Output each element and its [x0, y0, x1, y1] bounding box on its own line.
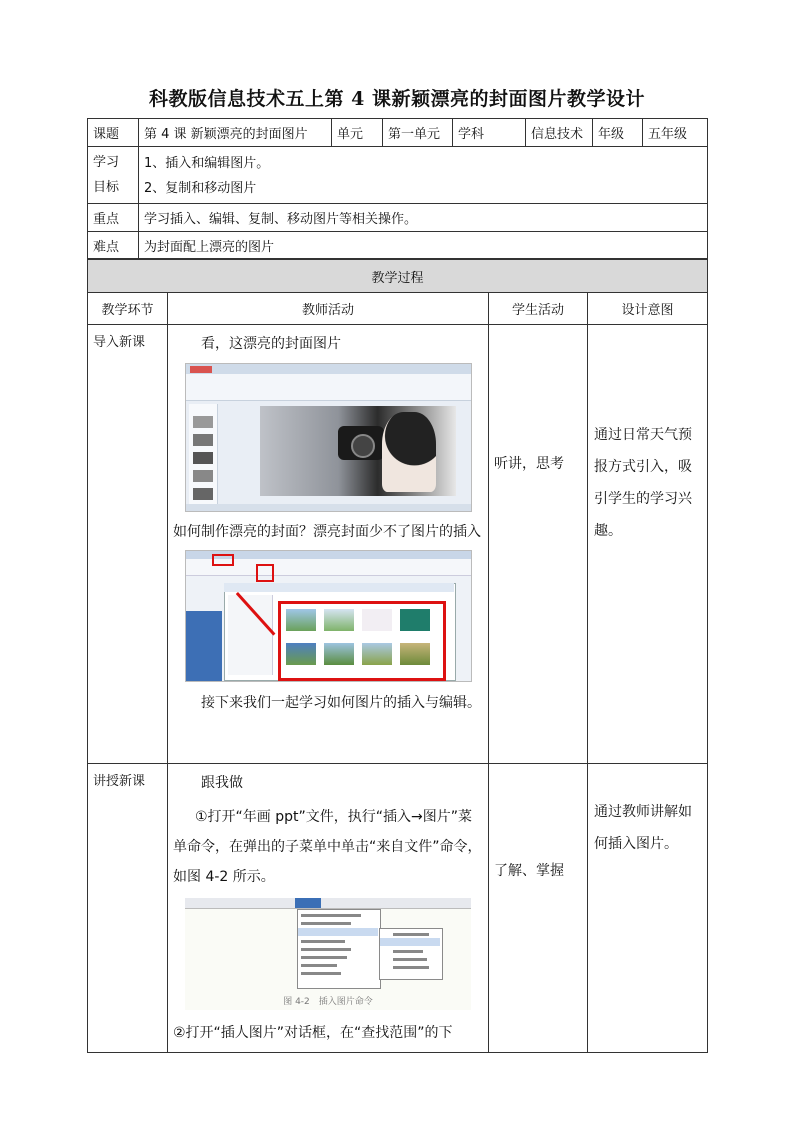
header-teacher: 教师活动 — [168, 293, 489, 325]
goals-cell — [139, 147, 708, 204]
teacher-activity-new-lesson — [168, 764, 489, 1053]
goals-label-line-2: 目标 — [93, 180, 120, 195]
design-intent-new-lesson: 通过教师讲解如何插入图片。 — [588, 764, 708, 1053]
stage-new-lesson: 讲授新课 — [88, 764, 168, 1053]
design-intent-intro: 通过日常天气预报方式引入，吸引学生的学习兴趣。 — [588, 325, 708, 764]
document-title: 科教版信息技术五上第 4 课新颖漂亮的封面图片教学设计 — [149, 88, 645, 110]
teacher-text: 跟我做 — [201, 775, 243, 791]
lesson-info-table — [87, 118, 708, 259]
difficulty-label: 难点 — [88, 232, 139, 259]
grade-value: 五年级 — [643, 119, 708, 147]
header-stage: 教学环节 — [88, 293, 168, 325]
stage-intro: 导入新课 — [88, 325, 168, 764]
header-student: 学生活动 — [489, 293, 588, 325]
key-value: 学习插入、编辑、复制、移动图片等相关操作。 — [139, 204, 708, 232]
goal-2: 2、复制和移动图片 — [144, 181, 257, 196]
teacher-text: ①打开“年画 ppt”文件，执行“插入→图片”菜单命令，在弹出的子菜单中单击“来自文件”命令，如图 4-2 所示。 — [173, 809, 482, 885]
unit-label: 单元 — [332, 119, 383, 147]
teacher-text: 看，这漂亮的封面图片 — [201, 336, 341, 352]
lesson-value: 第 4 课 新颖漂亮的封面图片 — [139, 119, 332, 147]
goal-1: 1、插入和编辑图片。 — [144, 156, 270, 171]
goals-label — [88, 147, 139, 204]
process-table — [87, 259, 708, 1053]
process-section-title: 教学过程 — [88, 260, 708, 293]
teacher-activity-intro — [168, 325, 489, 764]
grade-label: 年级 — [593, 119, 643, 147]
insert-menu-screenshot-image — [185, 898, 471, 1010]
subject-label: 学科 — [453, 119, 526, 147]
unit-value: 第一单元 — [383, 119, 453, 147]
insert-picture-dialog-image — [185, 550, 472, 682]
teacher-text: 如何制作漂亮的封面？漂亮封面少不了图片的插入 — [173, 524, 481, 540]
teacher-text: 接下来我们一起学习如何图片的插入与编辑。 — [201, 695, 481, 711]
key-label: 重点 — [88, 204, 139, 232]
student-activity-intro: 听讲，思考 — [489, 325, 588, 764]
goals-label-line-1: 学习 — [93, 155, 120, 170]
lesson-label: 课题 — [88, 119, 139, 147]
header-intent: 设计意图 — [588, 293, 708, 325]
figure-caption: 图 4-2 插入图片命令 — [283, 997, 373, 1007]
student-activity-new-lesson: 了解、掌握 — [489, 764, 588, 1053]
powerpoint-screenshot-image — [185, 363, 472, 512]
difficulty-value: 为封面配上漂亮的图片 — [139, 232, 708, 259]
subject-value: 信息技术 — [526, 119, 593, 147]
teacher-text: ②打开“插人图片”对话框，在“查找范围”的下 — [173, 1025, 453, 1041]
